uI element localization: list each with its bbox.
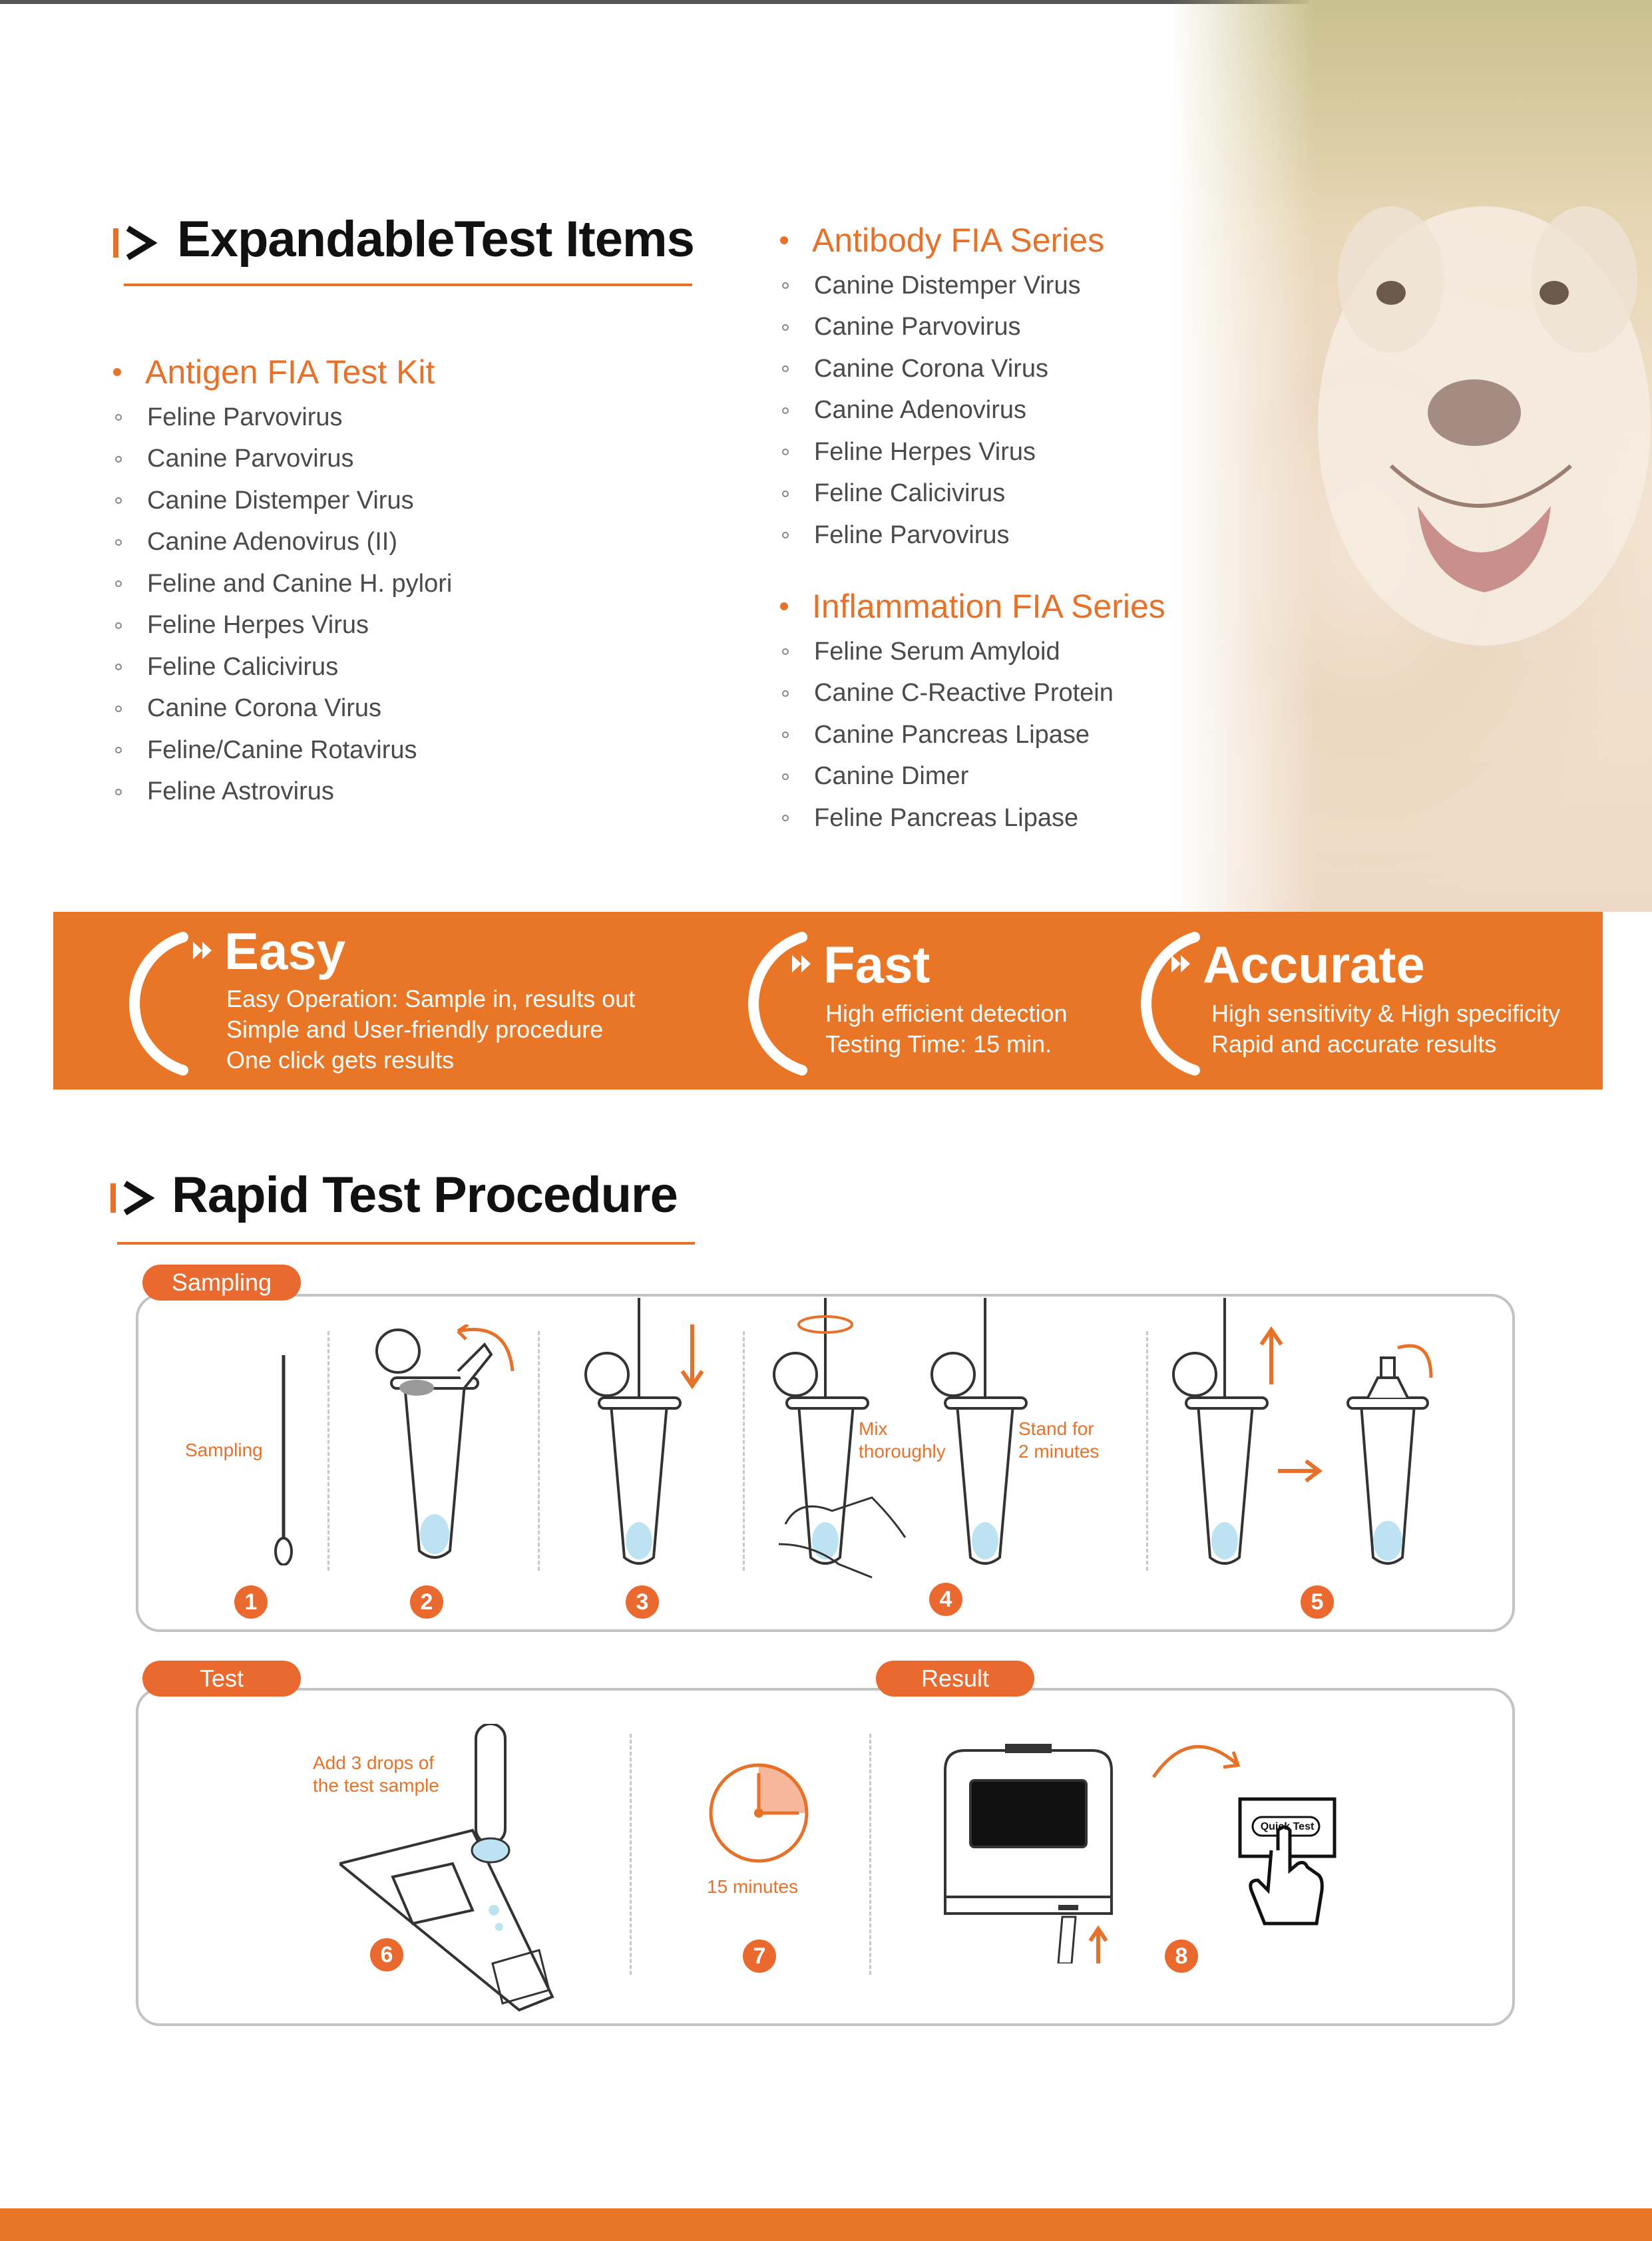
list-item: Canine Parvovirus — [780, 307, 1104, 349]
inflammation-heading: Inflammation FIA Series — [780, 587, 1165, 626]
feature-text: High sensitivity & High specificity Rapid and accurate results — [1211, 1000, 1561, 1058]
expandable-title: ExpandableTest Items — [177, 211, 694, 268]
top-rule — [0, 0, 1309, 4]
remove-swab-icon — [1171, 1298, 1305, 1571]
antibody-list — [780, 221, 1104, 556]
touch-screen-icon — [1238, 1797, 1338, 1930]
fast-forward-icon — [792, 955, 812, 972]
timer-icon — [706, 1760, 812, 1866]
list-item: Canine Distemper Virus — [113, 480, 452, 522]
divider — [1146, 1331, 1148, 1571]
step-badge: 6 — [370, 1938, 403, 1971]
list-item: Canine Adenovirus (II) — [113, 522, 452, 564]
tube-with-swab-icon — [579, 1298, 712, 1571]
list-item: Canine Adenovirus — [780, 390, 1104, 432]
step-badge: 2 — [410, 1585, 443, 1619]
title-underline — [124, 284, 692, 286]
mix-annotation: Mix thoroughly — [859, 1418, 946, 1462]
feature-title: Accurate — [1203, 935, 1425, 994]
list-item: Canine Distemper Virus — [780, 265, 1104, 307]
antibody-heading: Antibody FIA Series — [780, 221, 1104, 260]
swab-icon — [272, 1355, 296, 1565]
divider — [327, 1331, 329, 1571]
feature-title: Fast — [823, 935, 930, 994]
inflammation-list — [780, 587, 1165, 839]
quick-test-button: Quick Test — [1260, 1821, 1315, 1832]
antibody-items — [780, 265, 1104, 556]
antigen-list — [113, 353, 452, 813]
test-pill: Test — [142, 1661, 301, 1697]
open-tube-icon — [365, 1324, 524, 1571]
step-badge: 3 — [626, 1585, 659, 1619]
stand-tube-icon — [925, 1298, 1032, 1571]
sampling-pill: Sampling — [142, 1265, 301, 1301]
title-chevron-icon — [113, 223, 160, 263]
antigen-heading: Antigen FIA Test Kit — [113, 353, 452, 391]
inflammation-items — [780, 631, 1165, 839]
list-item: Canine Pancreas Lipase — [780, 714, 1165, 756]
list-item: Feline Herpes Virus — [780, 431, 1104, 473]
timer-annotation: 15 minutes — [707, 1876, 798, 1897]
list-item: Canine C-Reactive Protein — [780, 673, 1165, 715]
step-badge: 5 — [1301, 1585, 1334, 1619]
step-badge: 1 — [234, 1585, 268, 1619]
list-item: Feline Calicivirus — [780, 473, 1104, 515]
arc-decoration-icon — [100, 930, 193, 1077]
test-cassette-icon — [339, 1724, 559, 2017]
list-item: Feline Parvovirus — [113, 397, 452, 439]
right-arrow-icon — [1278, 1458, 1325, 1484]
list-item: Feline Calicivirus — [113, 646, 452, 688]
arc-decoration-icon — [719, 930, 812, 1077]
result-pill: Result — [876, 1661, 1034, 1697]
arc-decoration-icon — [1112, 930, 1205, 1077]
divider — [538, 1331, 540, 1571]
list-item: Canine Dimer — [780, 756, 1165, 798]
step-badge: 7 — [743, 1939, 776, 1973]
divider — [743, 1331, 745, 1571]
list-item: Feline Herpes Virus — [113, 605, 452, 647]
dog-photo — [1171, 0, 1652, 912]
curved-arrow-icon — [1150, 1737, 1243, 1784]
footer-bar — [0, 2208, 1652, 2241]
fast-forward-icon — [1171, 955, 1191, 972]
capped-tube-icon — [1331, 1338, 1444, 1571]
list-item: Canine Parvovirus — [113, 439, 452, 481]
drops-annotation: Add 3 drops of the test sample — [313, 1752, 439, 1796]
feature-title: Easy — [224, 922, 346, 980]
stand-annotation: Stand for 2 minutes — [1018, 1418, 1100, 1462]
sampling-annotation: Sampling — [185, 1440, 263, 1460]
list-item: Feline Serum Amyloid — [780, 631, 1165, 673]
list-item: Feline/Canine Rotavirus — [113, 729, 452, 771]
step-badge: 4 — [929, 1583, 962, 1616]
analyzer-device-icon — [938, 1744, 1118, 1963]
procedure-title: Rapid Test Procedure — [172, 1167, 678, 1223]
list-item: Canine Corona Virus — [780, 348, 1104, 390]
antigen-items — [113, 397, 452, 813]
fast-forward-icon — [193, 942, 213, 959]
feature-banner — [53, 912, 1603, 1090]
list-item: Feline Parvovirus — [780, 514, 1104, 556]
title-chevron-icon — [110, 1178, 157, 1218]
feature-text: High efficient detection Testing Time: 15 min. — [825, 1000, 1068, 1058]
step-badge: 8 — [1165, 1939, 1198, 1973]
list-item: Feline Astrovirus — [113, 771, 452, 813]
feature-text: Easy Operation: Sample in, results out Simple and User-friendly procedure One click gets results — [226, 985, 636, 1074]
list-item: Feline and Canine H. pylori — [113, 563, 452, 605]
title-underline — [117, 1242, 695, 1245]
divider — [869, 1734, 871, 1975]
list-item: Canine Corona Virus — [113, 688, 452, 730]
divider — [630, 1734, 632, 1975]
list-item: Feline Pancreas Lipase — [780, 797, 1165, 839]
